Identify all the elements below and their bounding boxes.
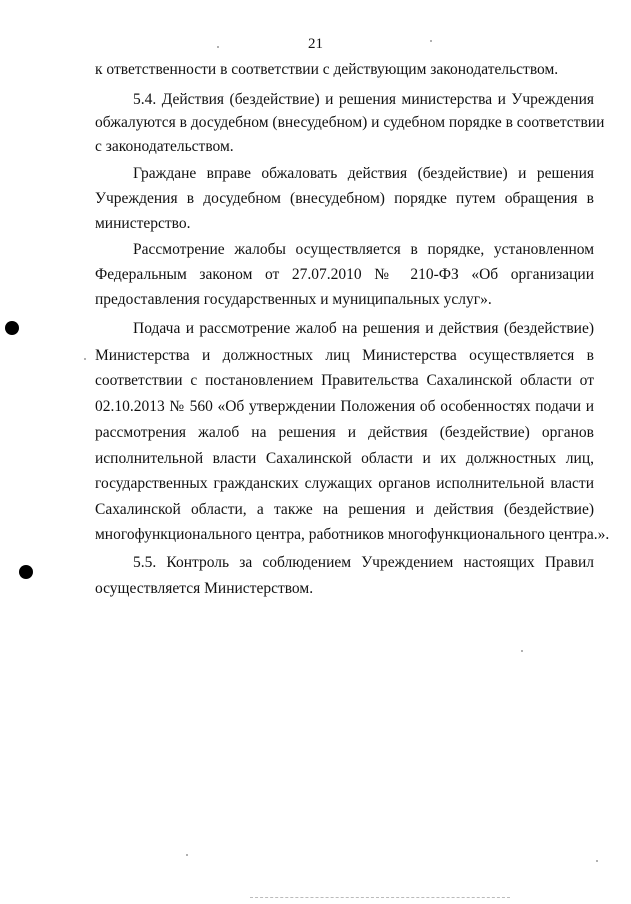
text-line: Рассмотрение жалобы осуществляется в порядке, установленном [133,241,594,258]
text-line: Учреждения в досудебном (внесудебном) порядке путем обращения в [95,190,594,207]
text-line: Министерства и должностных лиц Министерства осуществляется в [95,347,594,364]
text-line: предоставления государственных и муниципальных услуг». [95,291,492,308]
text-line: министерство. [95,215,191,232]
page-number: 21 [308,36,323,52]
scan-speck [596,860,598,862]
text-line: Сахалинской области, а также на решения и действия (бездействие) [95,501,594,518]
text-line: 02.10.2013 № 560 «Об утверждении Положения об особенностях подачи и [95,398,594,415]
scan-speck [84,358,86,360]
text-line: 5.5. Контроль за соблюдением Учреждением настоящих Правил [133,554,594,571]
text-line: Федеральным законом от 27.07.2010 № 210-ФЗ «Об организации [95,266,594,283]
text-line: Граждане вправе обжаловать действия (бездействие) и решения [133,165,594,182]
scan-speck [186,854,188,856]
text-line: государственных гражданских служащих органов исполнительной власти [95,475,594,492]
text-line: рассмотрения жалоб на решения и действия (бездействие) органов [95,424,594,441]
scan-edge-noise [250,897,510,900]
text-line: исполнительной власти Сахалинской области и их должностных лиц, [95,450,594,467]
text-line: осуществляется Министерством. [95,580,314,597]
scan-speck [217,46,219,48]
text-line: 5.4. Действия (бездействие) и решения министерства и Учреждения [133,91,594,108]
scan-speck [430,40,432,42]
scan-speck [521,650,523,652]
text-line: Подача и рассмотрение жалоб на решения и действия (бездействие) [133,320,594,337]
text-line: к ответственности в соответствии с действующим законодательством. [95,61,559,78]
text-line: многофункционального центра, работников многофункционального центра.». [95,526,610,543]
text-line: обжалуются в досудебном (внесудебном) и судебном порядке в соответствии [95,114,605,131]
text-line: соответствии с постановлением Правительства Сахалинской области от [95,372,594,389]
punch-hole [5,321,19,335]
punch-hole [19,565,33,579]
text-line: с законодательством. [95,138,234,155]
